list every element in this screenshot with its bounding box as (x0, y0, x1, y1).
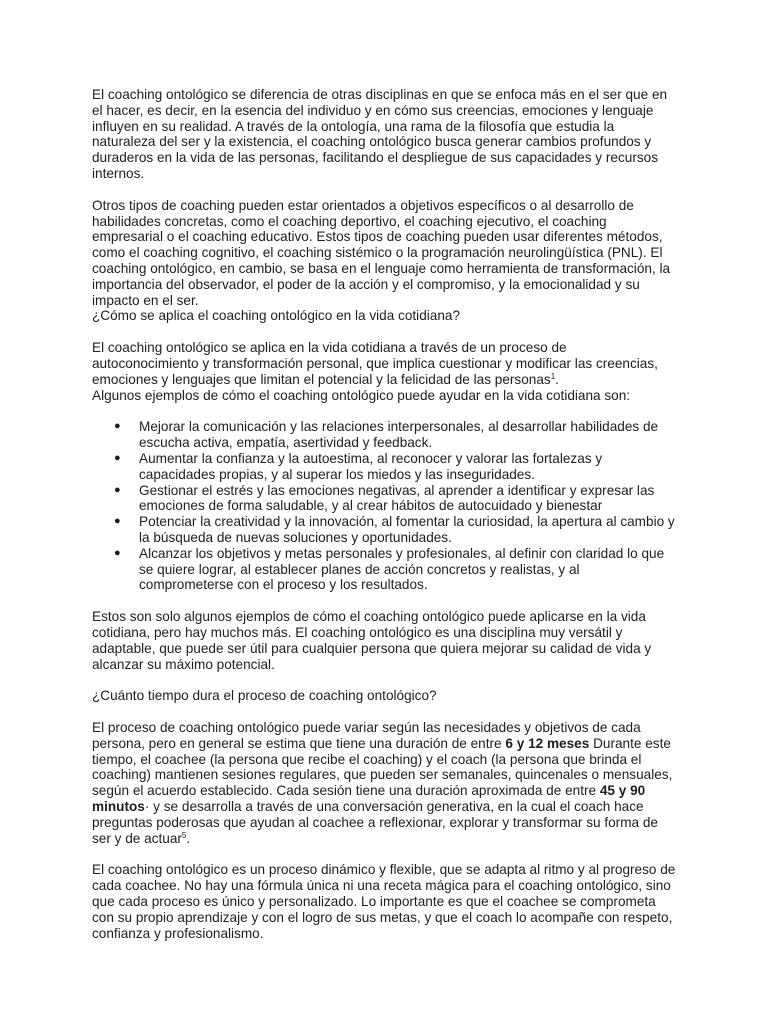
paragraph-duration-text-c: · y se desarrolla a través de una conversación generativa, en la cual el coach hace preguntas poderosas que ayudan al coachee a reflexionar, explorar y transformar su forma de ser y de actuar (92, 799, 658, 846)
list-item-text: Gestionar el estrés y las emociones negativas, al aprender a identificar y expresar las emociones de forma saludable, y al crear hábitos de autocuidado y bienestar (139, 482, 655, 514)
bullet-icon: ● (114, 546, 121, 559)
paragraph-daily-application (92, 340, 676, 387)
paragraph-daily-application-text: El coaching ontológico se aplica en la vida cotidiana a través de un proceso de autoconocimiento y transformación personal, que implica cuestionar y modificar las creencias, emociones y lenguajes que limitan el potencial y la felicidad de las personas (92, 340, 658, 387)
document-page (92, 87, 676, 957)
list-item (92, 451, 676, 483)
list-item-text: Alcanzar los objetivos y metas personales y profesionales, al definir con claridad lo que se quiere lograr, al establecer planes de acción concretos y realistas, y al comprometerse con el proceso y los resultados. (139, 545, 665, 593)
paragraph-duration-text-a: El proceso de coaching ontológico puede variar según las necesidades y objetivos de cada persona, pero en general se estima que tiene una duración de entre (92, 720, 641, 751)
list-item (92, 483, 676, 515)
list-item-text: Mejorar la comunicación y las relaciones interpersonales, al desarrollar habilidades de escucha activa, empatía, asertividad y feedback. (139, 419, 659, 451)
list-item (92, 419, 676, 451)
period: . (186, 830, 191, 846)
bullet-icon: ● (114, 483, 121, 496)
paragraph-flexible-process: El coaching ontológico es un proceso dinámico y flexible, que se adapta al ritmo y al progreso de cada coachee. No hay una fórmula única ni una receta mágica para el coaching ontológico, sino que cada proceso es único y personalizado. Lo importante es que el coachee se comprometa con su propio aprendizaje y con el logro de sus metas, y que el coach lo acompañe con respeto, confianza y profesionalismo. (92, 862, 676, 941)
list-item (92, 514, 676, 546)
bullet-icon: ● (114, 451, 121, 464)
duration-months: 6 y 12 meses (505, 735, 590, 751)
paragraph-examples-intro: Algunos ejemplos de cómo el coaching ontológico puede ayudar en la vida cotidiana son: (92, 387, 631, 403)
period: . (555, 371, 559, 387)
list-item-text: Aumentar la confianza y la autoestima, al reconocer y valorar las fortalezas y capacidades propias, y al superar los miedos y las inseguridades. (139, 450, 603, 482)
heading-question-duration: ¿Cuánto tiempo dura el proceso de coaching ontológico? (92, 688, 437, 704)
bullet-icon: ● (114, 515, 121, 528)
footnote-ref-5: 5 (181, 830, 187, 840)
paragraph-duration (92, 720, 676, 846)
list-item-text: Potenciar la creatividad y la innovación, al fomentar la curiosidad, la apertura al cambio y la búsqueda de nuevas soluciones y oportunidades. (139, 514, 675, 545)
examples-list (92, 419, 676, 593)
paragraph-other-coaching: Otros tipos de coaching pueden estar orientados a objetivos específicos o al desarrollo de habilidades concretas, como el coaching deportivo, el coaching ejecutivo, el coaching empresarial o el coaching educativo. Estos tipos de coaching pueden usar diferentes métodos, como el coaching cognitivo, el coaching sistémico o la programación neurolingüística (PNL). El coaching ontológico, en cambio, se basa en el lenguaje como herramienta de transformación, la importancia del observador, el poder de la acción y el compromiso, y la emocionalidad y su impacto en el ser. (92, 197, 671, 308)
session-minutes: 45 y 90 minutos (92, 783, 646, 815)
paragraph-intro: El coaching ontológico se diferencia de otras disciplinas en que se enfoca más en el ser que en el hacer, es decir, en la esencia del individuo y en cómo sus creencias, emociones y lenguaje influyen en su realidad. A través de la ontología, una rama de la filosofía que estudia la naturaleza del ser y la existencia, el coaching ontológico busca generar cambios profundos y duraderos en la vida de las personas, facilitando el despliegue de sus capacidades y recursos internos. (92, 87, 668, 181)
paragraph-examples-summary: Estos son solo algunos ejemplos de cómo el coaching ontológico puede aplicarse en la vida cotidiana, pero hay muchos más. El coaching ontológico es una disciplina muy versátil y adaptable, que puede ser útil para cualquier persona que quiera mejorar su calidad de vida y alcanzar su máximo potencial. (92, 609, 652, 672)
bullet-icon: ● (114, 420, 121, 433)
list-item (92, 546, 676, 593)
footnote-ref-1: 1 (550, 371, 556, 381)
heading-question-daily-life: ¿Cómo se aplica el coaching ontológico en la vida cotidiana? (92, 308, 461, 324)
paragraph-duration-text-b: Durante este tiempo, el coachee (la persona que recibe el coaching) y el coach (la persona que brinda el coaching) mantienen sesiones regulares, que pueden ser semanales, quincenales o mensuales, según el acuerdo establecido. Cada sesión tiene una duración aproximada de entre (92, 735, 673, 799)
